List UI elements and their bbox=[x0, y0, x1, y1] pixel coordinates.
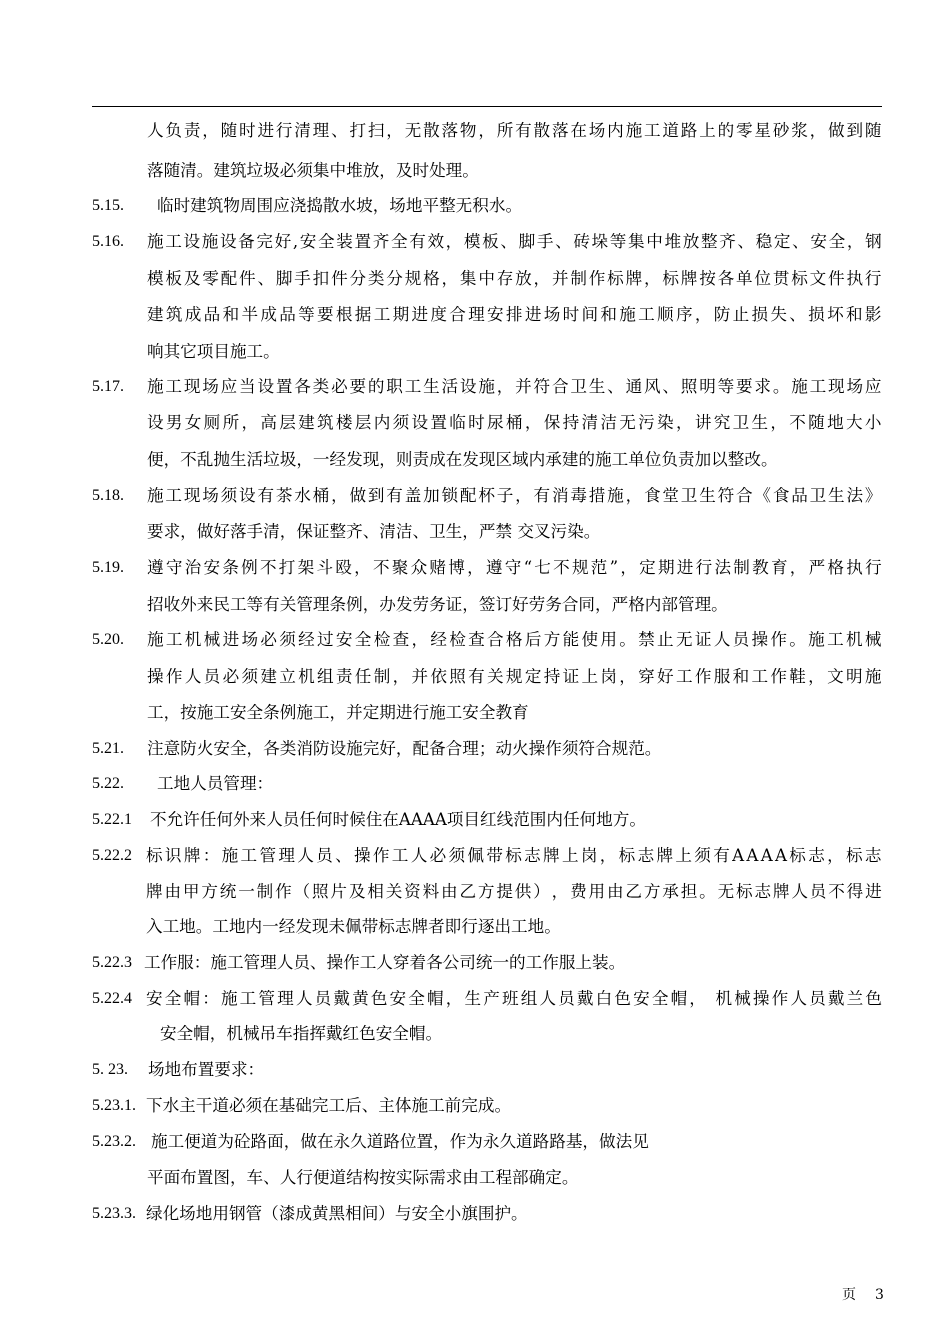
clause-number: 5.23.1. bbox=[92, 1097, 136, 1114]
text-line: 操 作 人 员 必 须 建 立 机 组 责 任 制 ， 并 依 照 有 关 规 定 持 证 上 岗 ， 穿 好 工 作 服 和 工 作 鞋 ， 文 明 施 bbox=[147, 667, 882, 686]
text-line: 牌 由 甲 方 统 一 制 作 （ 照 片 及 相 关 资 料 由 乙 方 提 供 ） ， 费 用 由 乙 方 承 担 。 无 标 志 牌 人 员 不 得 进 bbox=[146, 882, 882, 901]
text-line: 注意防火安全，各类消防设施完好，配备合理；动火操作须符合规范。 bbox=[147, 739, 662, 758]
clause-number: 5.17. bbox=[92, 378, 124, 395]
text-line: 下水主干道必须在基础完工后、主体施工前完成。 bbox=[146, 1096, 512, 1115]
clause-number: 5.22.1 bbox=[92, 811, 132, 828]
text-line: 不允许任何外来人员任何时候住在AAAA项目红线范围内任何地方。 bbox=[150, 810, 646, 829]
text-line: 响其它项目施工。 bbox=[147, 342, 280, 361]
text-line: 工作服：施工管理人员、操作工人穿着各公司统一的工作服上装。 bbox=[144, 953, 626, 972]
text-line: 标 识 牌 ： 施 工 管 理 人 员 、 操 作 工 人 必 须 佩 带 标 志 牌 上 岗 ， 标 志 牌 上 须 有 A A A A 标 志 ， 标 志 bbox=[146, 846, 882, 865]
clause-number: 5.19. bbox=[92, 559, 124, 576]
clause-number: 5.18. bbox=[92, 487, 124, 504]
clause-number: 5.22.2 bbox=[92, 847, 132, 864]
text-line: 遵 守 治 安 条 例 不 打 架 斗 殴 ， 不 聚 众 赌 博 ， 遵 守 “ 七 不 规 范 ” ， 定 期 进 行 法 制 教 育 ， 严 格 执 行 bbox=[147, 558, 882, 577]
text-line: 施工便道为砼路面，做在永久道路位置，作为永久道路路基，做法见 bbox=[151, 1132, 649, 1151]
text-line: 要求，做好落手清，保证整齐、清洁、卫生，严禁 交叉污染。 bbox=[147, 522, 601, 541]
text-line: 建 筑 成 品 和 半 成 品 等 要 根 据 工 期 进 度 合 理 安 排 进 场 时 间 和 施 工 顺 序 ， 防 止 损 失 、 损 坏 和 影 bbox=[147, 305, 882, 324]
text-line: 模 板 及 零 配 件 、 脚 手 扣 件 分 类 分 规 格 ， 集 中 存 放 ， 并 制 作 标 牌 ， 标 牌 按 各 单 位 贯 标 文 件 执 行 bbox=[147, 269, 882, 288]
text-line: 施 工 机 械 进 场 必 须 经 过 安 全 检 查 ， 经 检 查 合 格 后 方 能 使 用 。 禁 止 无 证 人 员 操 作 。 施 工 机 械 bbox=[147, 630, 882, 649]
text-line: 便，不乱抛生活垃圾，一经发现，则责成在发现区域内承建的施工单位负责加以整改。 bbox=[147, 450, 778, 469]
text-line: 施 工 现 场 应 当 设 置 各 类 必 要 的 职 工 生 活 设 施 ， 并 符 合 卫 生 、 通 风 、 照 明 等 要 求 。 施 工 现 场 应 bbox=[147, 377, 882, 396]
text-line: 临时建筑物周围应浇捣散水坡，场地平整无积水。 bbox=[157, 196, 523, 215]
clause-number: 5.20. bbox=[92, 631, 124, 648]
page-number: 3 bbox=[875, 1287, 884, 1303]
clause-number: 5.22.4 bbox=[92, 990, 132, 1007]
text-line: 安全帽，机械吊车指挥戴红色安全帽。 bbox=[160, 1024, 443, 1043]
text-line: 施 工 现 场 须 设 有 茶 水 桶 ， 做 到 有 盖 加 锁 配 杯 子 ， 有 消 毒 措 施 ， 食 堂 卫 生 符 合 《 食 品 卫 生 法 》 bbox=[147, 486, 882, 505]
clause-number: 5. 23. bbox=[92, 1061, 128, 1078]
clause-number: 5.16. bbox=[92, 233, 124, 250]
clause-number: 5.22. bbox=[92, 775, 124, 792]
text-line: 绿化场地用钢管（漆成黄黑相间）与安全小旗围护。 bbox=[146, 1204, 528, 1223]
text-line: 工，按施工安全条例施工，并定期进行施工安全教育 bbox=[147, 703, 529, 722]
text-line: 施 工 设 施 设 备 完 好 , 安 全 装 置 齐 全 有 效 ， 模 板 、 脚 手 、 砖 垛 等 集 中 堆 放 整 齐 、 稳 定 、 安 全 ， 钢 bbox=[147, 232, 882, 251]
page-label: 页 bbox=[842, 1287, 856, 1303]
text-line: 人 负 责 ， 随 时 进 行 清 理 、 打 扫 ， 无 散 落 物 ， 所 有 散 落 在 场 内 施 工 道 路 上 的 零 星 砂 浆 ， 做 到 随 bbox=[147, 121, 882, 140]
text-line: 安 全 帽 ： 施 工 管 理 人 员 戴 黄 色 安 全 帽 ， 生 产 班 组 人 员 戴 白 色 安 全 帽 ， 机 械 操 作 人 员 戴 兰 色 bbox=[146, 989, 882, 1008]
text-line: 落随清。建筑垃圾必须集中堆放，及时处理。 bbox=[147, 161, 479, 180]
text-line: 设 男 女 厕 所 ， 高 层 建 筑 楼 层 内 须 设 置 临 时 尿 桶 ， 保 持 清 洁 无 污 染 ， 讲 究 卫 生 ， 不 随 地 大 小 bbox=[147, 413, 882, 432]
clause-number: 5.15. bbox=[92, 197, 124, 214]
text-line: 入工地。工地内一经发现未佩带标志牌者即行逐出工地。 bbox=[146, 917, 561, 936]
text-line: 平面布置图，车、人行便道结构按实际需求由工程部确定。 bbox=[147, 1168, 579, 1187]
text-line: 工地人员管理： bbox=[157, 774, 274, 793]
clause-number: 5.22.3 bbox=[92, 954, 132, 971]
clause-number: 5.23.2. bbox=[92, 1133, 136, 1150]
text-line: 招收外来民工等有关管理条例，办发劳务证，签订好劳务合同，严格内部管理。 bbox=[147, 595, 728, 614]
text-line: 场地布置要求： bbox=[148, 1060, 265, 1079]
header-rule bbox=[92, 106, 882, 107]
clause-number: 5.21. bbox=[92, 740, 124, 757]
clause-number: 5.23.3. bbox=[92, 1205, 136, 1222]
